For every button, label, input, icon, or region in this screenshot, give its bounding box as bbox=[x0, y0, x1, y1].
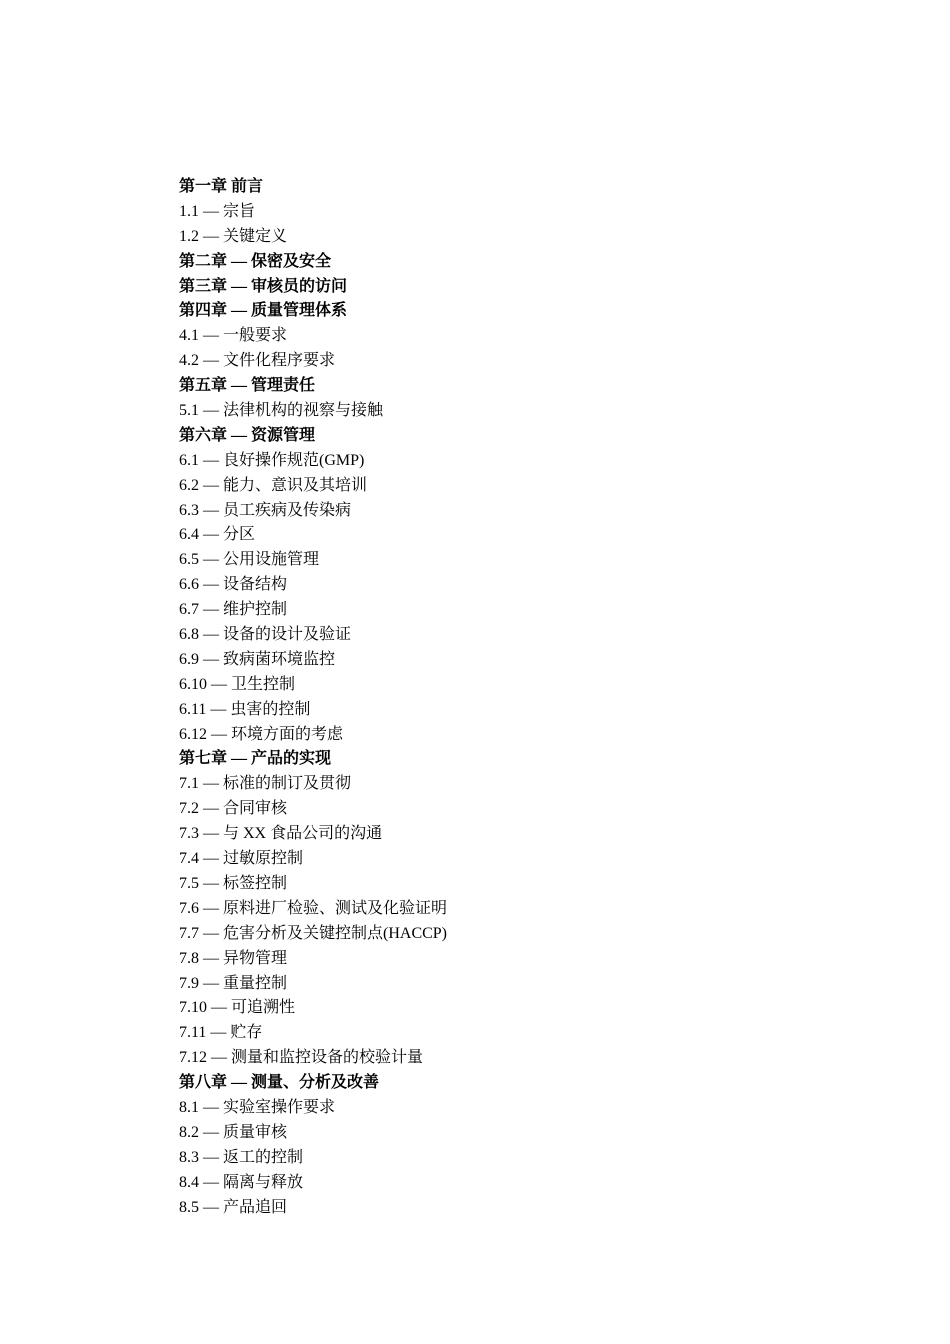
toc-section-item: 7.6 — 原料进厂检验、测试及化验证明 bbox=[179, 899, 448, 917]
toc-section-item: 6.12 — 环境方面的考虑 bbox=[179, 725, 344, 743]
toc-section-item: 7.11 — 贮存 bbox=[179, 1024, 263, 1042]
toc-chapter-heading: 第三章 — 审核员的访问 bbox=[179, 277, 348, 295]
toc-section-item: 8.2 — 质量审核 bbox=[179, 1123, 288, 1141]
toc-section-item: 5.1 — 法律机构的视察与接触 bbox=[179, 402, 384, 420]
toc-section-item: 6.11 — 虫害的控制 bbox=[179, 700, 311, 718]
toc-section-item: 1.2 — 关键定义 bbox=[179, 227, 288, 245]
toc-chapter-heading: 第七章 — 产品的实现 bbox=[179, 750, 332, 768]
toc-chapter-heading: 第四章 — 质量管理体系 bbox=[179, 302, 348, 320]
toc-section-item: 4.1 — 一般要求 bbox=[179, 327, 288, 345]
toc-section-item: 7.9 — 重量控制 bbox=[179, 974, 288, 992]
toc-section-item: 6.4 — 分区 bbox=[179, 526, 256, 544]
toc-section-item: 4.2 — 文件化程序要求 bbox=[179, 352, 336, 370]
toc-section-item: 6.10 — 卫生控制 bbox=[179, 675, 296, 693]
toc-chapter-heading: 第一章 前言 bbox=[179, 178, 264, 195]
toc-section-item: 7.10 — 可追溯性 bbox=[179, 999, 296, 1017]
toc-section-item: 7.1 — 标准的制订及贯彻 bbox=[179, 775, 352, 793]
toc-section-item: 7.3 — 与 XX 食品公司的沟通 bbox=[179, 825, 383, 843]
toc-section-item: 8.5 — 产品追回 bbox=[179, 1198, 288, 1216]
toc-section-item: 8.1 — 实验室操作要求 bbox=[179, 1098, 336, 1116]
toc-section-item: 7.8 — 异物管理 bbox=[179, 949, 288, 967]
toc-section-item: 6.6 — 设备结构 bbox=[179, 576, 288, 594]
toc-chapter-heading: 第二章 — 保密及安全 bbox=[179, 252, 332, 270]
toc-section-item: 7.12 — 测量和监控设备的校验计量 bbox=[179, 1049, 424, 1067]
toc-section-item: 7.2 — 合同审核 bbox=[179, 800, 288, 818]
toc-section-item: 7.4 — 过敏原控制 bbox=[179, 850, 304, 868]
toc-section-item: 6.2 — 能力、意识及其培训 bbox=[179, 476, 368, 494]
toc-chapter-heading: 第八章 — 测量、分析及改善 bbox=[179, 1074, 380, 1092]
toc-section-item: 1.1 — 宗旨 bbox=[179, 202, 256, 220]
toc-section-item: 6.7 — 维护控制 bbox=[179, 601, 288, 619]
toc-section-item: 6.8 — 设备的设计及验证 bbox=[179, 626, 352, 644]
toc-section-item: 7.7 — 危害分析及关键控制点(HACCP) bbox=[179, 924, 448, 942]
toc-section-item: 7.5 — 标签控制 bbox=[179, 874, 288, 892]
toc-chapter-heading: 第六章 — 资源管理 bbox=[179, 426, 316, 444]
toc-section-item: 6.1 — 良好操作规范(GMP) bbox=[179, 451, 365, 469]
table-of-contents bbox=[179, 175, 779, 1220]
toc-section-item: 8.3 — 返工的控制 bbox=[179, 1148, 304, 1166]
toc-section-item: 6.3 — 员工疾病及传染病 bbox=[179, 501, 352, 519]
toc-section-item: 6.9 — 致病菌环境监控 bbox=[179, 650, 336, 668]
toc-section-item: 8.4 — 隔离与释放 bbox=[179, 1173, 304, 1191]
toc-chapter-heading: 第五章 — 管理责任 bbox=[179, 377, 316, 395]
toc-section-item: 6.5 — 公用设施管理 bbox=[179, 551, 320, 569]
